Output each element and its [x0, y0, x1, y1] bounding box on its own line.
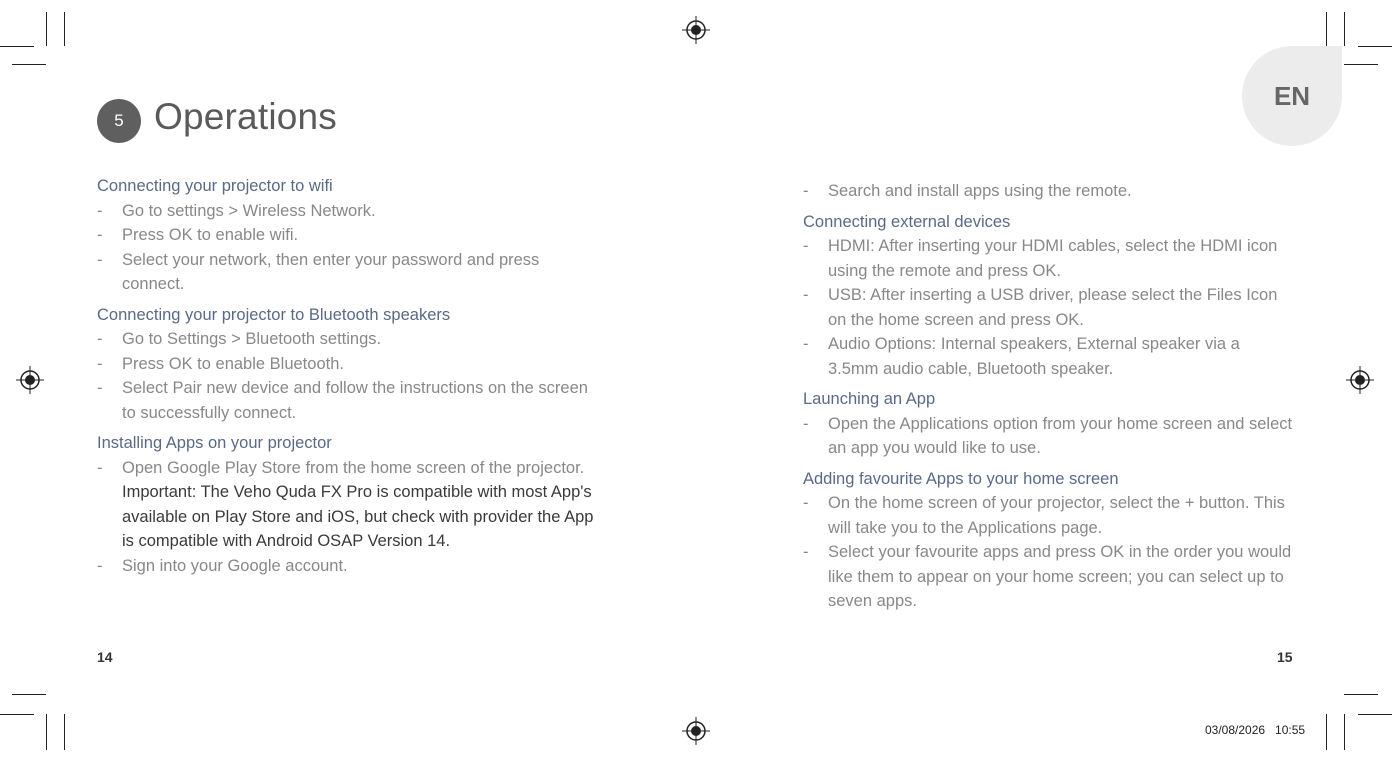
- section-continued: [803, 179, 1293, 204]
- crop-mark: [0, 46, 34, 47]
- list-item: - Open the Applications option from your home screen and select an app you would like to use.: [803, 412, 1293, 461]
- list-item: - Press OK to enable wifi.: [97, 223, 597, 248]
- crop-mark: [1344, 694, 1378, 695]
- list-item: - HDMI: After inserting your HDMI cables, select the HDMI icon using the remote and press OK.: [803, 234, 1293, 283]
- bullet-dash: -: [803, 335, 809, 353]
- list-item: - Select your network, then enter your password and press connect.: [97, 248, 597, 297]
- bullet-dash: -: [97, 226, 103, 244]
- crop-mark: [0, 714, 34, 715]
- section-favourite-apps: [803, 467, 1293, 614]
- right-column: [803, 179, 1293, 620]
- page-title: Operations: [154, 96, 337, 137]
- crop-mark: [64, 714, 65, 750]
- bullet-dash: -: [97, 354, 103, 373]
- list-item: - Select Pair new device and follow the instructions on the screen to successfully connect.: [97, 376, 597, 425]
- section-heading: Launching an App: [803, 390, 936, 408]
- section-heading: Connecting your projector to Bluetooth speakers: [97, 305, 451, 324]
- crop-mark: [12, 64, 46, 65]
- crop-mark: [46, 714, 47, 750]
- crop-mark: [1344, 12, 1345, 46]
- print-timestamp: 03/08/2026 10:55: [1205, 723, 1306, 737]
- registration-mark-icon: [16, 366, 44, 394]
- crop-mark: [1358, 714, 1392, 715]
- crop-mark: [46, 12, 47, 46]
- bullet-dash: -: [97, 556, 103, 575]
- registration-mark-icon: [682, 16, 710, 44]
- bullet-dash: -: [97, 379, 103, 397]
- crop-mark: [1358, 46, 1392, 47]
- chapter-number-badge: 5: [97, 99, 141, 143]
- bullet-dash: -: [97, 330, 103, 348]
- section-external-devices: [803, 210, 1293, 382]
- section-heading: Connecting your projector to wifi: [97, 177, 333, 195]
- section-heading: Connecting external devices: [803, 212, 1011, 231]
- bullet-dash: -: [803, 182, 809, 200]
- list-item: - On the home screen of your projector, select the + button. This will take you to the Applications page.: [803, 491, 1293, 540]
- crop-mark: [1326, 12, 1327, 46]
- crop-mark: [12, 694, 46, 695]
- language-badge: EN: [1242, 46, 1342, 146]
- crop-mark: [1344, 714, 1345, 750]
- list-item: - Go to Settings > Bluetooth settings.: [97, 327, 597, 352]
- registration-mark-icon: [1346, 366, 1374, 394]
- bullet-dash: -: [803, 286, 809, 304]
- bullet-dash: -: [97, 250, 103, 269]
- list-item: - Open Google Play Store from the home screen of the projector. Important: The Veho Quda FX Pro is compatible with most App's available on Play Store and iOS, but check with provider the App is compatible with Android OSAP Version 14.: [97, 456, 597, 554]
- bullet-dash: -: [97, 201, 103, 220]
- bullet-dash: -: [97, 458, 103, 477]
- section-heading: Adding favourite Apps to your home screen: [803, 469, 1119, 488]
- list-item: - Press OK to enable Bluetooth.: [97, 352, 597, 377]
- bullet-dash: -: [803, 414, 809, 433]
- list-item: - Search and install apps using the remote.: [803, 179, 1293, 204]
- page-number-left: 14: [97, 649, 113, 665]
- bullet-dash: -: [803, 494, 809, 512]
- section-bluetooth: [97, 303, 597, 426]
- registration-mark-icon: [682, 717, 710, 745]
- list-item: - Sign into your Google account.: [97, 554, 597, 579]
- bullet-dash: -: [803, 543, 809, 561]
- list-item: - Audio Options: Internal speakers, External speaker via a 3.5mm audio cable, Bluetooth speaker.: [803, 332, 1293, 381]
- list-item: - Select your favourite apps and press OK in the order you would like them to appear on your home screen; you can select up to seven apps.: [803, 540, 1293, 614]
- page-number-right: 15: [1277, 649, 1293, 665]
- crop-mark: [1326, 714, 1327, 750]
- section-installing-apps: [97, 431, 597, 578]
- important-note: Important: The Veho Quda FX Pro is compatible with most App's available on Play Store and iOS, but check with provider the App is compatible with Android OSAP Version 14.: [122, 483, 594, 550]
- list-item: - USB: After inserting a USB driver, please select the Files Icon on the home screen and press OK.: [803, 283, 1293, 332]
- section-launching-app: [803, 387, 1293, 461]
- crop-mark: [1344, 64, 1378, 65]
- list-item: - Go to settings > Wireless Network.: [97, 199, 597, 224]
- section-wifi: [97, 174, 597, 297]
- left-column: [97, 174, 597, 584]
- bullet-dash: -: [803, 237, 809, 255]
- crop-mark: [64, 12, 65, 46]
- section-heading: Installing Apps on your projector: [97, 434, 332, 452]
